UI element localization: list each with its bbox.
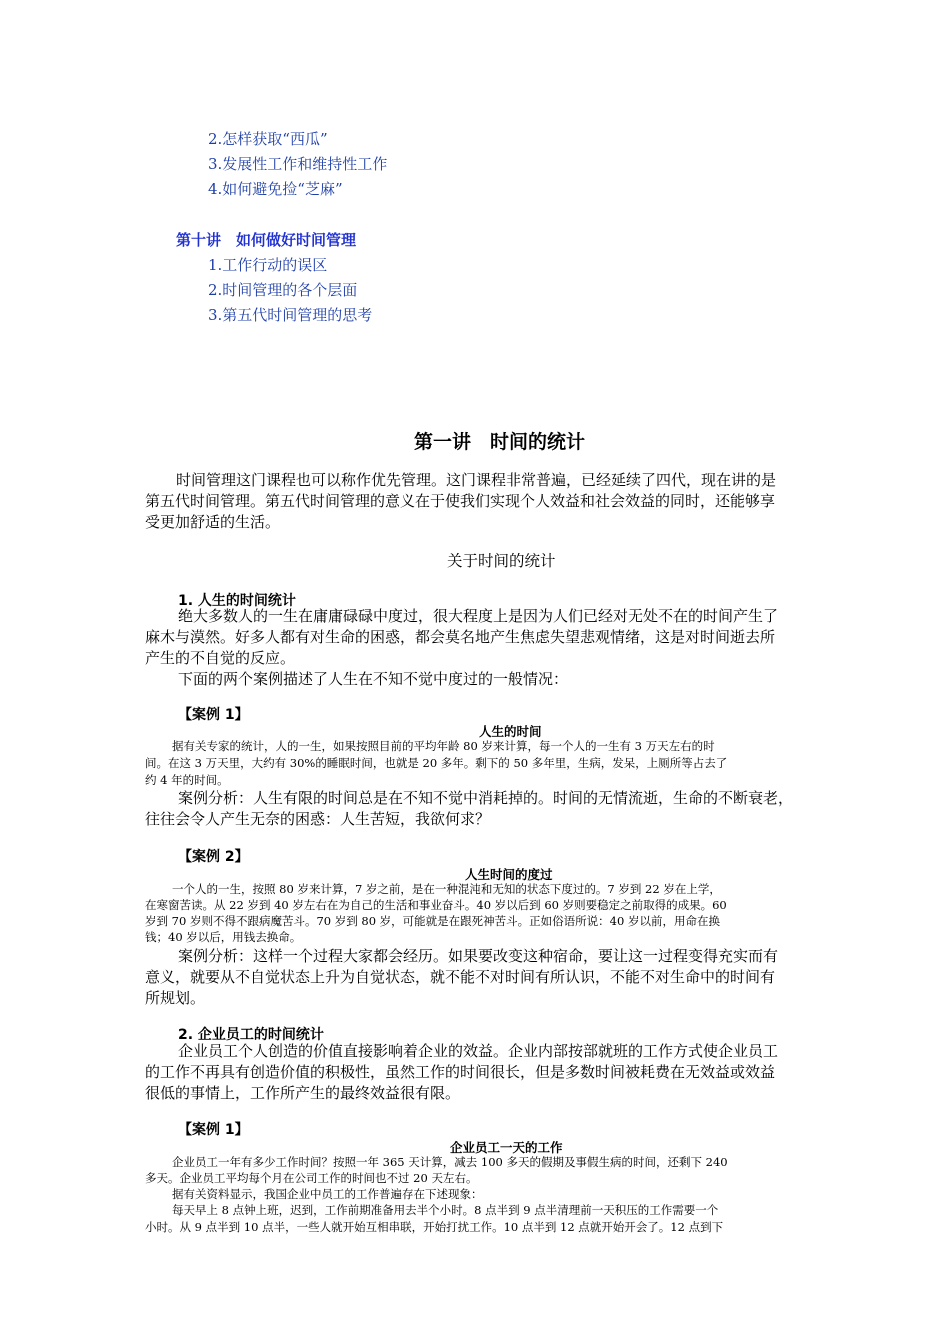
para-line: 的工作不再具有创造价值的积极性，虽然工作的时间很长，但是多数时间被耗费在无效益或效益 (145, 1063, 776, 1081)
case-line: 据有关资料显示，我国企业中员工的工作普遍存在下述现象： (172, 1187, 483, 1201)
case-line: 岁到 70 岁则不得不跟病魔苦斗。70 岁到 80 岁，可能就是在跟死神苦斗。正如俗语所说：40 岁以前，用命在换 (145, 914, 720, 928)
case-line: 每天早上 8 点钟上班，迟到，工作前期准备用去半个小时。8 点半到 9 点半清理前一天积压的工作需要一个 (172, 1203, 719, 1217)
case-line: 约 4 年的时间。 (145, 773, 229, 787)
case-label: 【案例 2】 (178, 849, 249, 865)
para-line: 下面的两个案例描述了人生在不知不觉中度过的一般情况： (178, 670, 569, 688)
subsection-title: 1. 人生的时间统计 (178, 593, 296, 609)
case-line: 小时。从 9 点半到 10 点半，一些人就开始互相串联，开始打扰工作。10 点半到 12 点就开始开会了。12 点到下 (145, 1220, 724, 1234)
case-line: 间。在这 3 万天里，大约有 30%的睡眠时间，也就是 20 多年。剩下的 50 多年里，生病，发呆，上厕所等占去了 (145, 756, 728, 770)
toc-lecture10-title: 第十讲 如何做好时间管理 (176, 231, 357, 249)
case-title: 人生时间的度过 (465, 867, 553, 882)
toc-item: 3.发展性工作和维持性工作 (208, 155, 388, 173)
case-line: 钱；40 岁以后，用钱去换命。 (145, 930, 302, 944)
case-line: 多天。企业员工平均每个月在公司工作的时间也不过 20 天左右。 (145, 1171, 478, 1185)
toc-item: 4.如何避免捡“芝麻” (208, 180, 343, 198)
case-line: 在寒窗苦读。从 22 岁到 40 岁左右在为自己的生活和事业奋斗。40 岁以后到 60 岁则要稳定之前取得的成果。60 (145, 898, 727, 912)
case-title: 企业员工一天的工作 (450, 1140, 563, 1155)
para-line: 产生的不自觉的反应。 (145, 649, 296, 667)
analysis-line: 案例分析：人生有限的时间总是在不知不觉中消耗掉的。时间的无情流逝，生命的不断衰老， (178, 789, 794, 807)
intro-line: 时间管理这门课程也可以称作优先管理。这门课程非常普遍，已经延续了四代，现在讲的是 (176, 471, 777, 489)
toc-item: 1.工作行动的误区 (208, 256, 328, 274)
para-line: 企业员工个人创造的价值直接影响着企业的效益。企业内部按部就班的工作方式使企业员工 (178, 1042, 779, 1060)
analysis-line: 案例分析：这样一个过程大家都会经历。如果要改变这种宿命，要让这一过程变得充实而有 (178, 947, 779, 965)
analysis-line: 所规划。 (145, 989, 206, 1007)
case-line: 一个人的一生，按照 80 岁来计算，7 岁之前，是在一种混沌和无知的状态下度过的。7 岁到 22 岁在上学， (172, 882, 721, 896)
analysis-line: 往往会令人产生无奈的困惑：人生苦短，我欲何求？ (145, 810, 491, 828)
para-line: 绝大多数人的一生在庸庸碌碌中度过，很大程度上是因为人们已经对无处不在的时间产生了 (178, 607, 779, 625)
para-line: 麻木与漠然。好多人都有对生命的困惑，都会莫名地产生焦虑失望悲观情绪，这是对时间逝去所 (145, 628, 776, 646)
para-line: 很低的事情上，工作所产生的最终效益很有限。 (145, 1084, 461, 1102)
case-label: 【案例 1】 (178, 707, 249, 723)
toc-item: 3.第五代时间管理的思考 (208, 306, 373, 324)
section-title: 关于时间的统计 (447, 552, 556, 570)
analysis-line: 意义，就要从不自觉状态上升为自觉状态，就不能不对时间有所认识，不能不对生命中的时间有 (145, 968, 776, 986)
lecture-title: 第一讲 时间的统计 (414, 431, 586, 453)
case-title: 人生的时间 (479, 724, 542, 739)
case-line: 企业员工一年有多少工作时间？按照一年 365 天计算，减去 100 多天的假期及事假生病的时间，还剩下 240 (172, 1155, 728, 1169)
intro-line: 受更加舒适的生活。 (145, 513, 281, 531)
case-label: 【案例 1】 (178, 1122, 249, 1138)
case-line: 据有关专家的统计，人的一生，如果按照目前的平均年龄 80 岁来计算，每一个人的一生有 3 万天左右的时 (172, 739, 715, 753)
toc-item: 2.怎样获取“西瓜” (208, 130, 328, 148)
toc-item: 2.时间管理的各个层面 (208, 281, 358, 299)
intro-line: 第五代时间管理。第五代时间管理的意义在于使我们实现个人效益和社会效益的同时，还能够享 (145, 492, 776, 510)
subsection-title: 2. 企业员工的时间统计 (178, 1027, 324, 1043)
